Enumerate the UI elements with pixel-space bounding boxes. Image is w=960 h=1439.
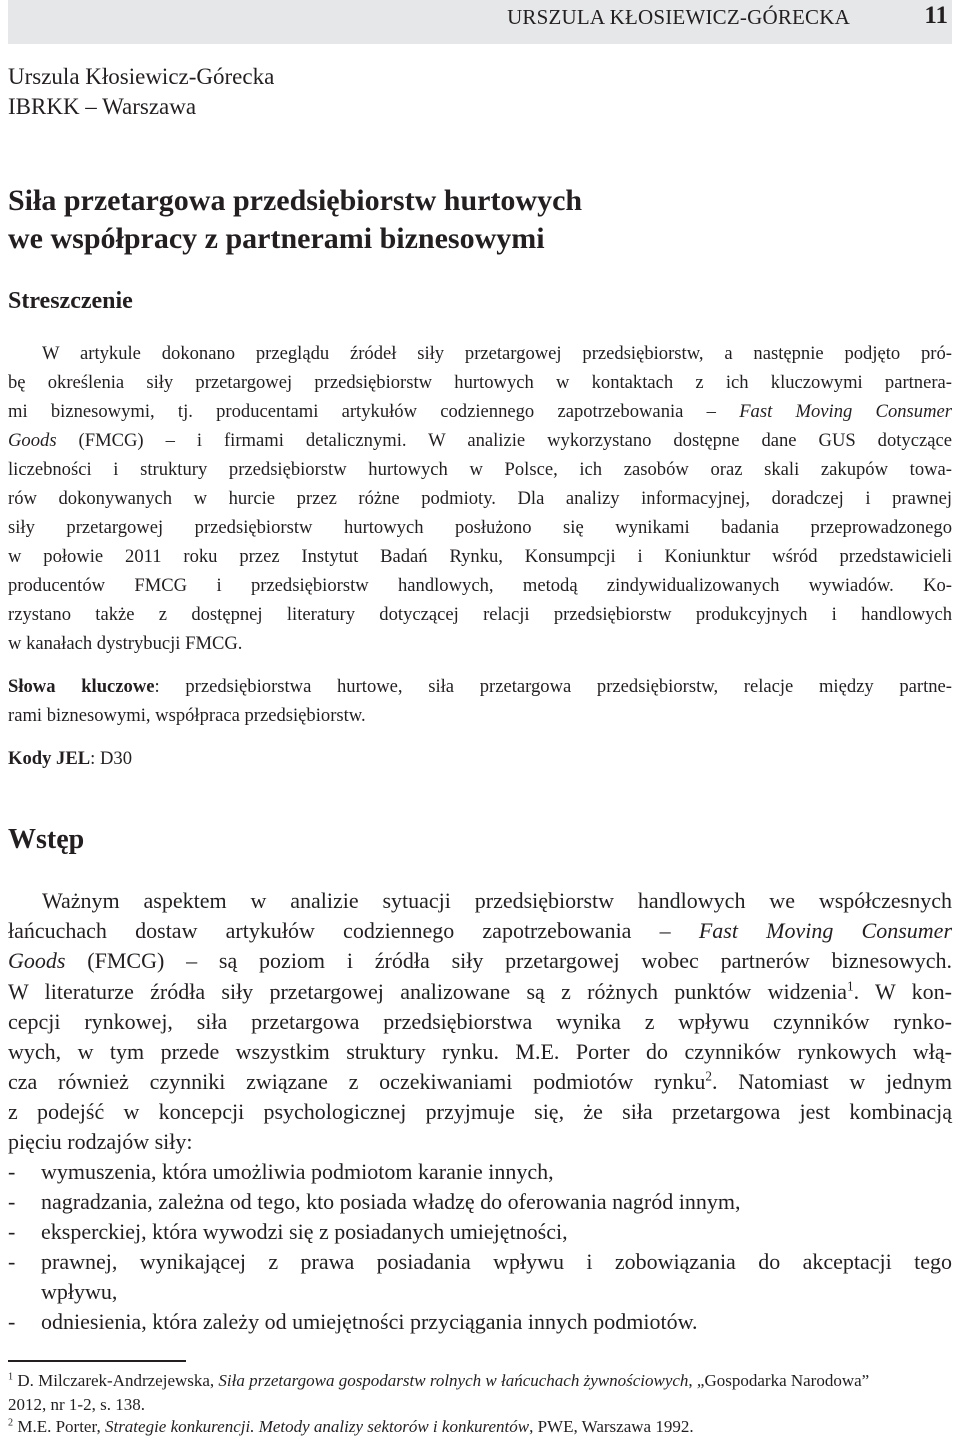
- body-line: pięciu rodzajów siły:: [8, 1129, 193, 1154]
- body-line: łańcuchach dostaw artykułów codziennego zapotrzebowania – Fast Moving Consumer: [8, 918, 952, 943]
- abstract-line: w połowie 2011 roku przez Instytut Badań Rynku, Konsumpcji i Koniunktur wśród przedstawicieli: [8, 546, 952, 567]
- keywords-line: rami biznesowymi, współpraca przedsiębiorstw.: [8, 705, 366, 726]
- footnote-2: $^2$ M.E. Porter, Strategie konkurencji. Metody analizy sektorów i konkurentów, PWE, Warszawa 1992.: [8, 1417, 694, 1436]
- body-line: Ważnym aspektem w analizie sytuacji przedsiębiorstw handlowych we współczesnych: [42, 888, 952, 913]
- author-block: [8, 62, 274, 122]
- footnote-rule: [8, 1360, 186, 1362]
- abstract-line: w kanałach dystrybucji FMCG.: [8, 633, 243, 654]
- running-head-author: URSZULA KŁOSIEWICZ-GÓRECKA: [507, 5, 850, 29]
- abstract-line: siły przetargowej przedsiębiorstw hurtowych posłużono się wynikami badania przeprowadzonego: [8, 517, 952, 538]
- author-affiliation: IBRKK – Warszawa: [8, 94, 197, 119]
- jel-codes: Kody JEL: D30: [8, 748, 132, 769]
- abstract-line: mi biznesowymi, tj. producentami artykułów codziennego zapotrzebowania – Fast Moving Consumer: [8, 401, 952, 422]
- footnote-ref-2[interactable]: 2: [705, 1068, 712, 1084]
- author-name: Urszula Kłosiewicz-Górecka: [8, 64, 275, 89]
- keywords-label: Słowa kluczowe: [8, 676, 155, 697]
- body-line: wych, w tym przede wszystkim struktury rynku. M.E. Porter do czynników rynkowych włą-: [8, 1039, 952, 1064]
- body-line: cepcji rynkowej, siła przetargowa przedsiębiorstwa wynika z wpływu czynników rynko-: [8, 1009, 952, 1034]
- abstract-fmcg-italic: Fast Moving Consumer: [739, 401, 952, 422]
- abstract-line: Goods (FMCG) – i firmami detalicznymi. W analizie wykorzystano dostępne dane GUS dotyczące: [8, 430, 952, 451]
- body-line: W literaturze źródła siły przetargowej analizowane są z różnych punktów widzenia$^1$. W kon-: [8, 978, 953, 1004]
- title-line-2: we współpracy z partnerami biznesowymi: [8, 222, 545, 255]
- abstract-line: W artykule dokonano przeglądu źródeł siły przetargowej przedsiębiorstw, a następnie podjęto pró-: [42, 343, 952, 364]
- running-head: [8, 0, 952, 44]
- abstract-heading: Streszczenie: [8, 288, 133, 314]
- keywords-line: Słowa kluczowe: przedsiębiorstwa hurtowe, siła przetargowa przedsiębiorstw, relacje między partne-: [8, 676, 952, 697]
- jel-label: Kody JEL: [8, 748, 91, 769]
- body-line: z podejść w koncepcji psychologicznej przyjmuje się, że siła przetargowa jest kombinacją: [8, 1099, 952, 1124]
- body-line: Goods (FMCG) – są poziom i źródła siły przetargowej wobec partnerów biznesowych.: [8, 948, 952, 973]
- footnote-ref-1[interactable]: 1: [847, 978, 854, 994]
- abstract-line: bę określenia siły przetargowej przedsiębiorstw hurtowych w kontaktach z ich kluczowymi partnera-: [8, 372, 952, 393]
- abstract-line: rzystano także z dostępnej literatury dotyczącej relacji przedsiębiorstw produkcyjnych i handlowych: [8, 604, 952, 625]
- footnote-1: $^1$ D. Milczarek-Andrzejewska, Siła przetargowa gospodarstw rolnych w łańcuchach żywnościowych, „Gospodarka Narodowa”: [8, 1371, 870, 1390]
- abstract-line: liczebności i struktury przedsiębiorstw hurtowych w Polsce, ich zasobów oraz skali zakupów towa-: [8, 459, 952, 480]
- page-number: 11: [924, 2, 948, 29]
- abstract-line: producentów FMCG i przedsiębiorstw handlowych, metodą zindywidualizowanych wywiadów. Ko-: [8, 575, 952, 596]
- section-heading-intro: Wstęp: [8, 824, 85, 855]
- footnote-1-cont: 2012, nr 1-2, s. 138.: [8, 1395, 145, 1414]
- body-line: cza również czynniki związane z oczekiwaniami podmiotów rynku$^2$. Natomiast w jednym: [8, 1068, 953, 1094]
- abstract-line: rów dokonywanych w hurcie przez różne podmioty. Dla analizy informacyjnej, doradczej i prawnej: [8, 488, 952, 509]
- article-title: [8, 182, 948, 258]
- title-line-1: Siła przetargowa przedsiębiorstw hurtowych: [8, 184, 583, 217]
